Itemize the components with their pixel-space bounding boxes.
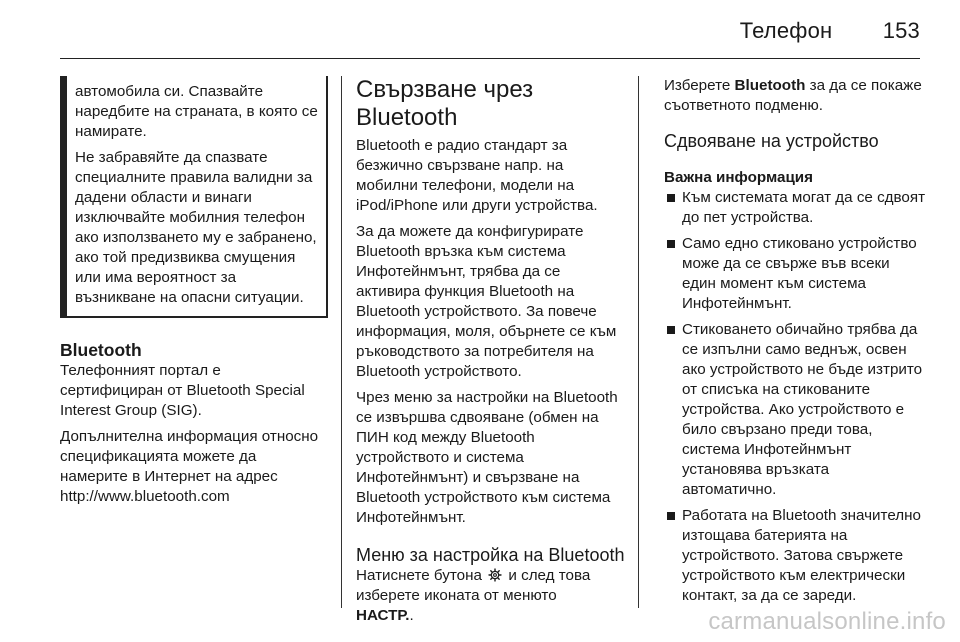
col2-paragraph-3: Чрез меню за настройки на Bluetooth се извършва сдвояване (обмен на ПИН код между Bluetooth устройството и система Инфотейнмънт) и свързване на Bluetooth устройството към система Инфотейнмънт. (356, 389, 618, 526)
important-info-list (664, 188, 926, 606)
col3-intro-before: Изберете (664, 77, 731, 94)
list-item: Само едно стиковано устройство може да се свърже във всеки един момент към система Инфотейнмънт. (664, 234, 926, 314)
column-2 (356, 76, 626, 632)
bluetooth-paragraph-1: Телефонният портал е сертифициран от Bluetooth Special Interest Group (SIG). (60, 362, 305, 419)
col3-intro-bold: Bluetooth (734, 77, 806, 94)
list-item: Работата на Bluetooth значително изтощава батерията на устройството. Затова свържете устройството към електрически контакт, за да се зареди. (664, 506, 926, 606)
col2-paragraph-2: За да можете да конфигурирате Bluetooth връзка към система Инфотейнмънт, трябва да се активира функция Bluetooth на Bluetooth устройството. За повече информация, моля, обърнете се към ръководството за потребителя на Bluetooth устройството. (356, 223, 617, 380)
column-3 (664, 76, 926, 612)
list-item: Към системата могат да се сдвоят до пет устройства. (664, 188, 926, 228)
bullet-icon (667, 240, 675, 248)
col2-paragraph-1: Bluetooth е радио стандарт за безжично свързване напр. на мобилни телефони, модели на iPod/iPhone или други устройства. (356, 137, 598, 214)
column-divider-1 (341, 76, 342, 608)
menu-text-end: . (409, 607, 414, 624)
col3-intro (664, 76, 926, 116)
bluetooth-paragraph-2: Допълнителна информация относно спецификацията можете да намерите в Интернет на адрес http://www.bluetooth.com (60, 428, 319, 505)
page-number: 153 (882, 18, 920, 43)
column-divider-2 (638, 76, 639, 608)
pairing-heading: Сдвояване на устройство (664, 131, 879, 151)
col3-intro-after: за да се покаже съответното подменю. (664, 77, 922, 114)
bullet-icon (667, 512, 675, 520)
watermark: carmanualsonline.info (708, 608, 946, 635)
warning-box (60, 76, 328, 318)
bluetooth-heading: Bluetooth (60, 340, 142, 360)
column-1 (60, 76, 328, 513)
header-rule (60, 58, 920, 59)
menu-settings-heading: Меню за настройка на Bluetooth (356, 545, 625, 565)
menu-setting-label: НАСТР. (356, 607, 410, 624)
menu-text-after: и след това изберете иконата от менюто (356, 567, 591, 604)
warning-paragraph-2: Не забравяйте да спазвате специалните правила валидни за дадени области и винаги изключвайте мобилния телефон ако използването му е забранено, ако той предизвиква смущения или има вероятност за възникване на опасни ситуации. (75, 149, 317, 306)
menu-instructions (356, 566, 626, 626)
bullet-icon (667, 326, 675, 334)
gear-icon (488, 568, 502, 582)
section-heading-bluetooth-connection: Свързване чрез Bluetooth (356, 76, 534, 131)
page-title: Телефон (739, 18, 833, 43)
page-header (740, 18, 920, 44)
list-item: Стиковането обичайно трябва да се изпълни само веднъж, освен ако устройството не бъде изтрито от списъка на стикованите устройства. Ако устройството е било свързано преди това, система Инфотейнмънт установява връзката автоматично. (664, 320, 926, 500)
bullet-icon (667, 194, 675, 202)
important-info-heading: Важна информация (664, 169, 813, 186)
warning-paragraph-1: автомобила си. Спазвайте наредбите на страната, в която се намирате. (75, 83, 318, 140)
menu-text-before: Натиснете бутона (356, 567, 482, 584)
